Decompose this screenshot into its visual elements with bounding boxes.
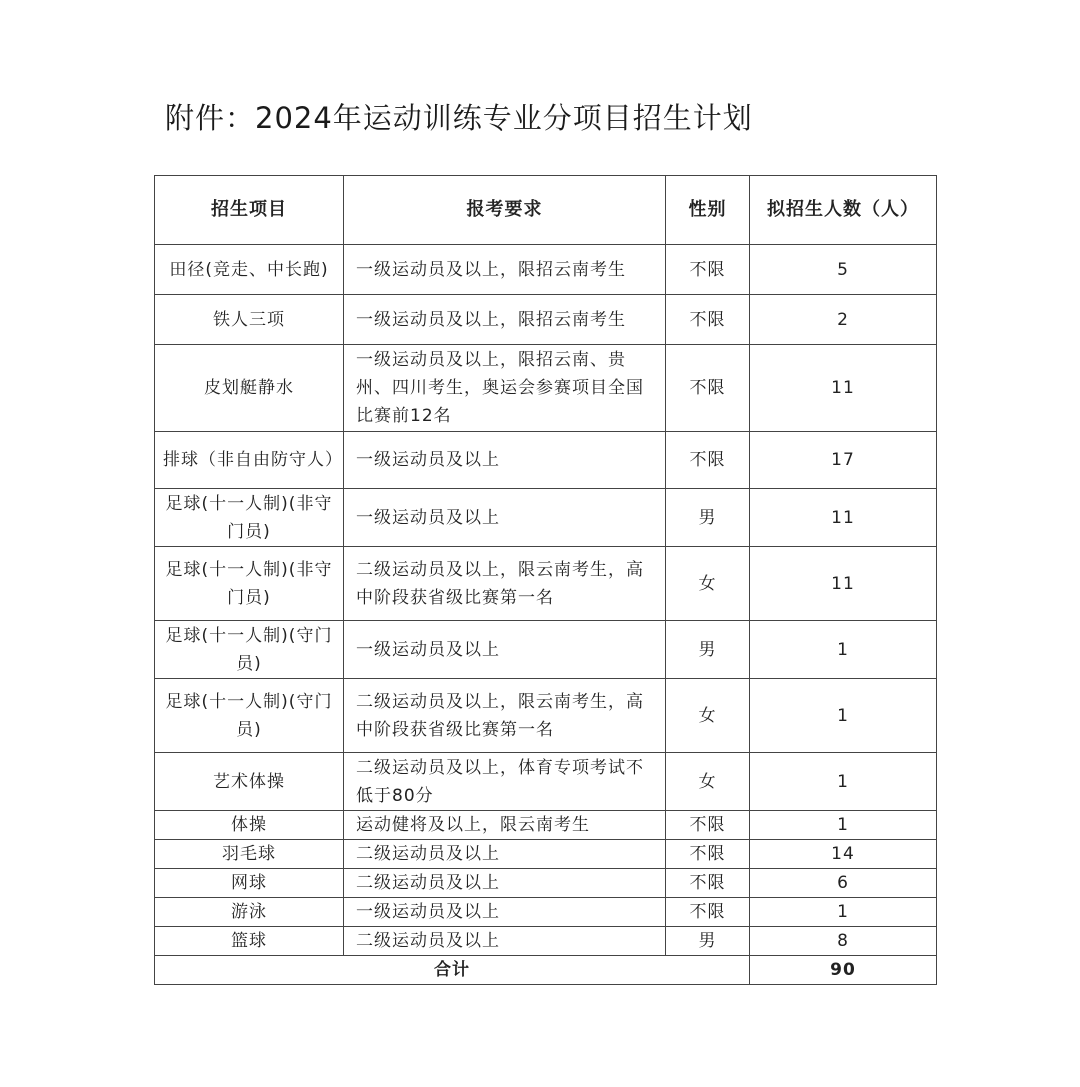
cell-project: 网球 [155,869,344,898]
table-row [155,753,937,811]
table-row [155,840,937,869]
cell-gender: 女 [666,679,750,753]
cell-count: 2 [750,295,937,345]
cell-requirement: 一级运动员及以上 [344,621,666,679]
cell-count: 8 [750,927,937,956]
cell-gender: 男 [666,927,750,956]
total-value: 90 [750,956,937,985]
table-row [155,432,937,489]
cell-requirement: 运动健将及以上，限云南考生 [344,811,666,840]
cell-project: 铁人三项 [155,295,344,345]
cell-gender: 女 [666,753,750,811]
cell-requirement: 一级运动员及以上，限招云南、贵州、四川考生，奥运会参赛项目全国比赛前12名 [344,345,666,432]
cell-count: 14 [750,840,937,869]
cell-requirement: 一级运动员及以上，限招云南考生 [344,245,666,295]
cell-gender: 不限 [666,898,750,927]
total-label: 合计 [155,956,750,985]
total-row [155,956,937,985]
cell-gender: 不限 [666,840,750,869]
cell-project: 足球(十一人制)(非守门员) [155,489,344,547]
table-row [155,547,937,621]
cell-requirement: 一级运动员及以上 [344,489,666,547]
table-row [155,245,937,295]
cell-gender: 男 [666,621,750,679]
cell-project: 游泳 [155,898,344,927]
cell-count: 1 [750,811,937,840]
cell-project: 足球(十一人制)(守门员) [155,679,344,753]
table-row [155,345,937,432]
cell-requirement: 二级运动员及以上，限云南考生，高中阶段获省级比赛第一名 [344,679,666,753]
page-title: 附件：2024年运动训练专业分项目招生计划 [165,101,753,135]
cell-requirement: 二级运动员及以上，限云南考生，高中阶段获省级比赛第一名 [344,547,666,621]
cell-count: 11 [750,345,937,432]
cell-project: 体操 [155,811,344,840]
cell-count: 1 [750,753,937,811]
cell-count: 1 [750,679,937,753]
cell-count: 1 [750,621,937,679]
cell-project: 足球(十一人制)(非守门员) [155,547,344,621]
table-row [155,679,937,753]
table-row [155,869,937,898]
table-row [155,621,937,679]
cell-requirement: 一级运动员及以上 [344,432,666,489]
cell-gender: 不限 [666,432,750,489]
cell-project: 排球（非自由防守人） [155,432,344,489]
table-row [155,927,937,956]
cell-count: 1 [750,898,937,927]
cell-requirement: 二级运动员及以上 [344,927,666,956]
cell-requirement: 二级运动员及以上 [344,840,666,869]
cell-project: 艺术体操 [155,753,344,811]
table-row [155,811,937,840]
table-row [155,489,937,547]
cell-project: 羽毛球 [155,840,344,869]
cell-count: 5 [750,245,937,295]
cell-gender: 不限 [666,295,750,345]
cell-project: 足球(十一人制)(守门员) [155,621,344,679]
table-row [155,295,937,345]
cell-project: 田径(竞走、中长跑) [155,245,344,295]
cell-gender: 不限 [666,811,750,840]
cell-requirement: 一级运动员及以上，限招云南考生 [344,295,666,345]
cell-requirement: 一级运动员及以上 [344,898,666,927]
cell-project: 皮划艇静水 [155,345,344,432]
header-requirement: 报考要求 [344,176,666,245]
header-project: 招生项目 [155,176,344,245]
cell-count: 17 [750,432,937,489]
cell-gender: 不限 [666,245,750,295]
enrollment-plan-table [154,175,937,985]
table-header-row [155,176,937,245]
cell-gender: 男 [666,489,750,547]
cell-gender: 不限 [666,345,750,432]
cell-project: 篮球 [155,927,344,956]
cell-gender: 不限 [666,869,750,898]
cell-requirement: 二级运动员及以上，体育专项考试不低于80分 [344,753,666,811]
cell-count: 6 [750,869,937,898]
header-gender: 性别 [666,176,750,245]
header-count: 拟招生人数（人） [750,176,937,245]
cell-count: 11 [750,547,937,621]
cell-count: 11 [750,489,937,547]
table-row [155,898,937,927]
cell-requirement: 二级运动员及以上 [344,869,666,898]
cell-gender: 女 [666,547,750,621]
